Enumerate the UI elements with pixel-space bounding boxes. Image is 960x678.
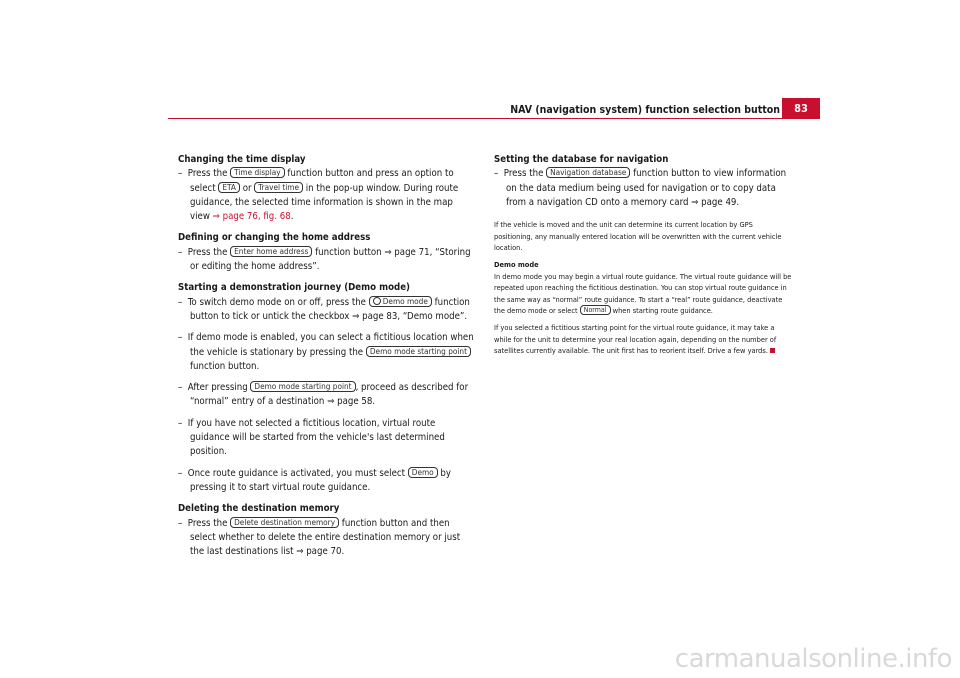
text: If demo mode is enabled, you can select a fictitious location when the vehicle is stationary by pressing the (187, 332, 474, 358)
delete-destination-memory-button[interactable]: Delete destination memory (230, 517, 339, 528)
bullet-route-guidance: – Once route guidance is activated, you must select Demo by pressing it to start virtual route guidance. (178, 466, 451, 493)
bullet-time-display: – Press the Time display function button and press an option to select ETA or Travel time in the pop-up window. During route guidance, the selected time information is shown in the map view ⇒ page 76, fig. 68. (178, 167, 459, 223)
text: function button and press an option to select (190, 168, 454, 194)
label: Demo mode (382, 295, 428, 306)
header-rule (168, 118, 820, 119)
page-ref-link[interactable]: ⇒ page 76, fig. 68 (212, 211, 291, 223)
eta-button[interactable]: ETA (218, 182, 240, 193)
demo-starting-point-button-2[interactable]: Demo mode starting point (250, 381, 355, 392)
time-display-button[interactable]: Time display (230, 167, 285, 178)
page-number: 83 (782, 98, 820, 119)
page-header-title: NAV (navigation system) function selection button (510, 104, 780, 116)
heading-delete-memory: Deleting the destination memory (178, 503, 340, 515)
heading-home-address: Defining or changing the home address (178, 232, 371, 244)
text: If you have not selected a fictitious location, virtual route guidance will be started from the vehicle's last determined position. (187, 417, 445, 458)
note-fictitious-start (494, 322, 792, 357)
text: or (239, 182, 255, 194)
text: In demo mode you may begin a virtual route guidance. The virtual route guidance will be repeated upon reaching the fictitious destination. You can stop virtual route guidance in the same way as “normal” route guidance. To start a “real” route guidance, deactivate the demo mode or select (494, 271, 792, 316)
bullet-demo-switch: – To switch demo mode on or off, press the Demo mode function button to tick or untick the checkbox ⇒ page 83, “Demo mode”. (178, 295, 470, 322)
end-of-section-icon (770, 348, 775, 353)
text: , proceed as described for “normal” entry of a destination ⇒ page 58. (190, 382, 469, 408)
heading-database: Setting the database for navigation (494, 154, 669, 165)
text: function button and then select whether to delete the entire destination memory or just the last destinations list ⇒ page 70. (190, 517, 461, 558)
text: Press the (187, 517, 231, 529)
note-heading-demo: Demo mode (494, 259, 539, 269)
text: Press the (503, 168, 547, 180)
travel-time-button[interactable]: Travel time (254, 182, 303, 193)
note-demo-mode (494, 271, 792, 317)
bullet-after-pressing: – After pressing Demo mode starting point , proceed as described for “normal” entry of a destination ⇒ page 58. (178, 381, 469, 408)
text: when starting route guidance. (610, 306, 713, 316)
watermark: carmanualsonline.info (674, 644, 952, 674)
demo-starting-point-button[interactable]: Demo mode starting point (366, 346, 471, 357)
demo-mode-button[interactable] (369, 296, 432, 307)
text: Once route guidance is activated, you must select (187, 467, 408, 479)
text: function button to tick or untick the checkbox ⇒ page 83, “Demo mode”. (190, 296, 470, 322)
heading-time-display: Changing the time display (178, 154, 306, 165)
text: To switch demo mode on or off, press the (187, 296, 369, 308)
bullet-home-address: – Press the Enter home address function button ⇒ page 71, “Storing or editing the home address”. (178, 245, 471, 273)
text: function button. (190, 360, 260, 372)
navigation-database-button[interactable]: Navigation database (546, 167, 630, 178)
right-column (494, 153, 792, 357)
bullet-database: – Press the Navigation database function button to view information on the data medium being used for navigation or to copy data from a navigation CD onto a memory card ⇒ page 49. (494, 167, 787, 208)
text: function button ⇒ page 71, “Storing or editing the home address”. (190, 246, 471, 273)
bullet-no-fictitious: – If you have not selected a fictitious location, virtual route guidance will be started from the vehicle's last determined position. (178, 417, 445, 458)
text: Press the (187, 246, 231, 258)
bullet-delete-memory: – Press the Delete destination memory function button and then select whether to delete the entire destination memory or just the last destinations list ⇒ page 70. (178, 516, 461, 558)
text: . (290, 211, 294, 223)
text: function button to view information on the data medium being used for navigation or to copy data from a navigation CD onto a memory card ⇒ page 49. (506, 168, 787, 208)
normal-button[interactable]: Normal (580, 305, 611, 315)
text: by pressing it to start virtual route guidance. (190, 467, 451, 493)
text: After pressing (187, 382, 251, 394)
left-column (178, 153, 474, 559)
text: If you selected a fictitious starting point for the virtual route guidance, it may take a while for the unit to determine your real location again, depending on the number of satellites currently available. The unit first has to reorient itself. Drive a few yards. (494, 322, 777, 356)
checkbox-icon (373, 297, 381, 305)
text: in the pop-up window. During route guidance, the selected time information is shown in the map view (190, 182, 459, 223)
text: Press the (187, 168, 231, 180)
bullet-demo-location: – If demo mode is enabled, you can select a fictitious location when the vehicle is stationary by pressing the Demo mode starting point function button. (178, 332, 474, 372)
note-gps: If the vehicle is moved and the unit can determine its current location by GPS positioning, any manually entered location will be overwritten with the current vehicle location. (494, 220, 782, 253)
heading-demo-journey: Starting a demonstration journey (Demo mode) (178, 282, 410, 294)
demo-button[interactable]: Demo (408, 467, 438, 478)
enter-home-address-button[interactable]: Enter home address (230, 246, 312, 257)
